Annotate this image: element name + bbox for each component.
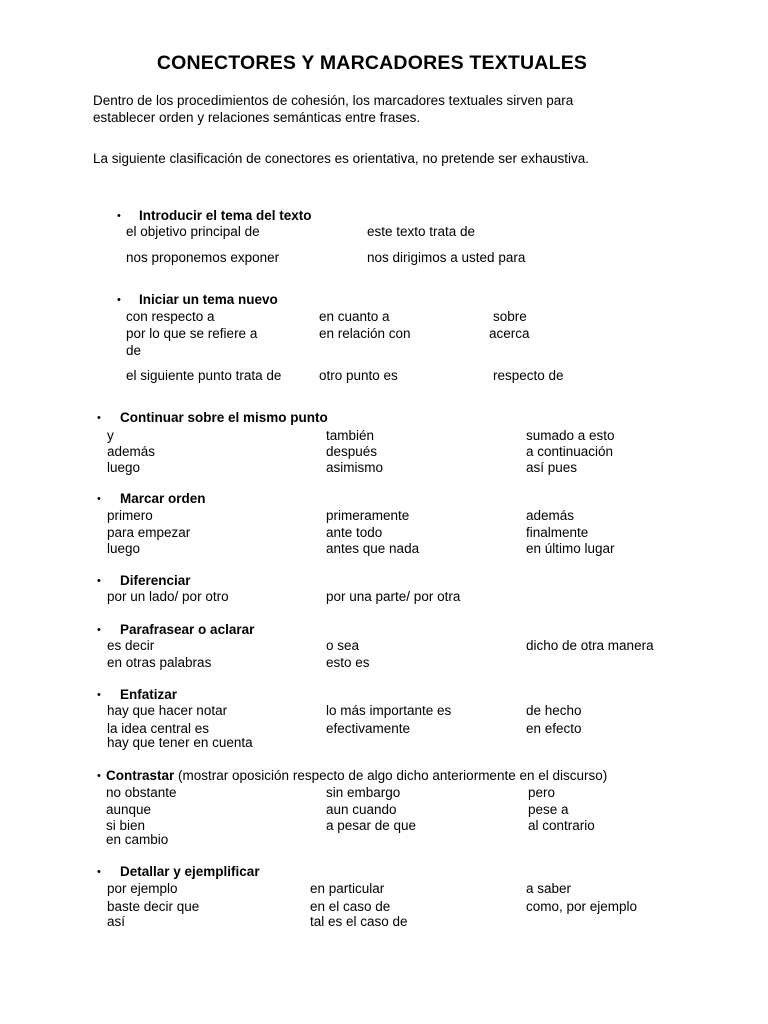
heading-contrastar-line: [106, 768, 607, 784]
connector: después: [326, 444, 378, 459]
bullet-icon: •: [97, 412, 101, 424]
connector: por una parte/ por otra: [326, 589, 461, 604]
bullet-icon: •: [117, 210, 121, 222]
connector: a saber: [526, 881, 572, 896]
connector: tal es el caso de: [310, 914, 408, 929]
connector: finalmente: [526, 525, 589, 540]
connector: con respecto a: [126, 309, 215, 324]
contrastar-description: (mostrar oposición respecto de algo dicho anteriormente en el discurso): [178, 768, 608, 783]
connector: como, por ejemplo: [526, 899, 638, 914]
connector: respecto de: [493, 368, 564, 383]
connector: lo más importante es: [326, 703, 452, 718]
connector: sin embargo: [326, 785, 401, 800]
connector: sobre: [493, 309, 527, 324]
connector: para empezar: [107, 525, 191, 540]
connector: acerca: [489, 326, 530, 341]
connector: otro punto es: [319, 368, 398, 383]
connector: este texto trata de: [367, 224, 476, 239]
connector: efectivamente: [326, 721, 411, 736]
bullet-icon: •: [97, 575, 101, 587]
connector: de hecho: [526, 703, 582, 718]
connector: hay que tener en cuenta: [107, 735, 253, 750]
connector: en último lugar: [526, 541, 615, 556]
bullet-icon: •: [97, 624, 101, 636]
connector: pero: [528, 785, 556, 800]
connector: al contrario: [528, 818, 595, 833]
connector: el siguiente punto trata de: [126, 368, 282, 383]
connector: luego: [107, 460, 141, 475]
connector: no obstante: [106, 785, 177, 800]
heading-introducir: Introducir el tema del texto: [139, 208, 312, 223]
connector: además: [526, 508, 575, 523]
connector: en particular: [310, 881, 385, 896]
bullet-icon: •: [97, 770, 101, 782]
connector: dicho de otra manera: [526, 638, 654, 653]
connector: así pues: [526, 460, 578, 475]
connector: hay que hacer notar: [107, 703, 228, 718]
connector: por un lado/ por otro: [107, 589, 229, 604]
connector: el objetivo principal de: [126, 224, 260, 239]
intro-note: La siguiente clasificación de conectores es orientativa, no pretende ser exhaustiva.: [93, 151, 590, 166]
connector: en cambio: [106, 832, 169, 847]
intro-line-2: establecer orden y relaciones semánticas entre frases.: [93, 110, 421, 125]
connector: además: [107, 444, 156, 459]
heading-iniciar: Iniciar un tema nuevo: [139, 292, 278, 307]
connector: asimismo: [326, 460, 384, 475]
intro-line-1: Dentro de los procedimientos de cohesión, los marcadores textuales sirven para: [93, 93, 574, 108]
connector: la idea central es: [107, 721, 210, 736]
connector: primero: [107, 508, 153, 523]
connector: por lo que se refiere a: [126, 326, 258, 341]
connector: baste decir que: [107, 899, 200, 914]
heading-detallar: Detallar y ejemplificar: [120, 864, 260, 879]
page-title: CONECTORES Y MARCADORES TEXTUALES: [156, 52, 588, 74]
bullet-icon: •: [97, 493, 101, 505]
heading-parafrasear: Parafrasear o aclarar: [120, 622, 255, 637]
connector: luego: [107, 541, 141, 556]
connector: pese a: [528, 802, 569, 817]
connector: por ejemplo: [107, 881, 178, 896]
connector: en el caso de: [310, 899, 391, 914]
connector: en cuanto a: [319, 309, 390, 324]
heading-diferenciar: Diferenciar: [120, 573, 191, 588]
connector: en relación con: [319, 326, 411, 341]
connector: esto es: [326, 655, 370, 670]
connector: de: [126, 343, 142, 358]
connector: ante todo: [326, 525, 383, 540]
connector: en otras palabras: [107, 655, 212, 670]
connector: sumado a esto: [526, 428, 615, 443]
connector: primeramente: [326, 508, 410, 523]
connector: a continuación: [526, 444, 614, 459]
connector: y: [107, 428, 114, 443]
bullet-icon: •: [97, 866, 101, 878]
connector: aunque: [106, 802, 152, 817]
heading-orden: Marcar orden: [120, 491, 206, 506]
connector: en efecto: [526, 721, 582, 736]
connector: a pesar de que: [326, 818, 417, 833]
connector: nos dirigimos a usted para: [367, 250, 526, 265]
connector: aun cuando: [326, 802, 397, 817]
connector: nos proponemos exponer: [126, 250, 280, 265]
heading-enfatizar: Enfatizar: [120, 687, 178, 702]
connector: también: [326, 428, 375, 443]
connector: así: [107, 914, 126, 929]
bullet-icon: •: [117, 294, 121, 306]
connector: es decir: [107, 638, 155, 653]
heading-contrastar: Contrastar: [106, 768, 175, 783]
connector: o sea: [326, 638, 360, 653]
connector: antes que nada: [326, 541, 420, 556]
heading-continuar: Continuar sobre el mismo punto: [120, 410, 328, 425]
bullet-icon: •: [97, 689, 101, 701]
connector: si bien: [106, 818, 146, 833]
